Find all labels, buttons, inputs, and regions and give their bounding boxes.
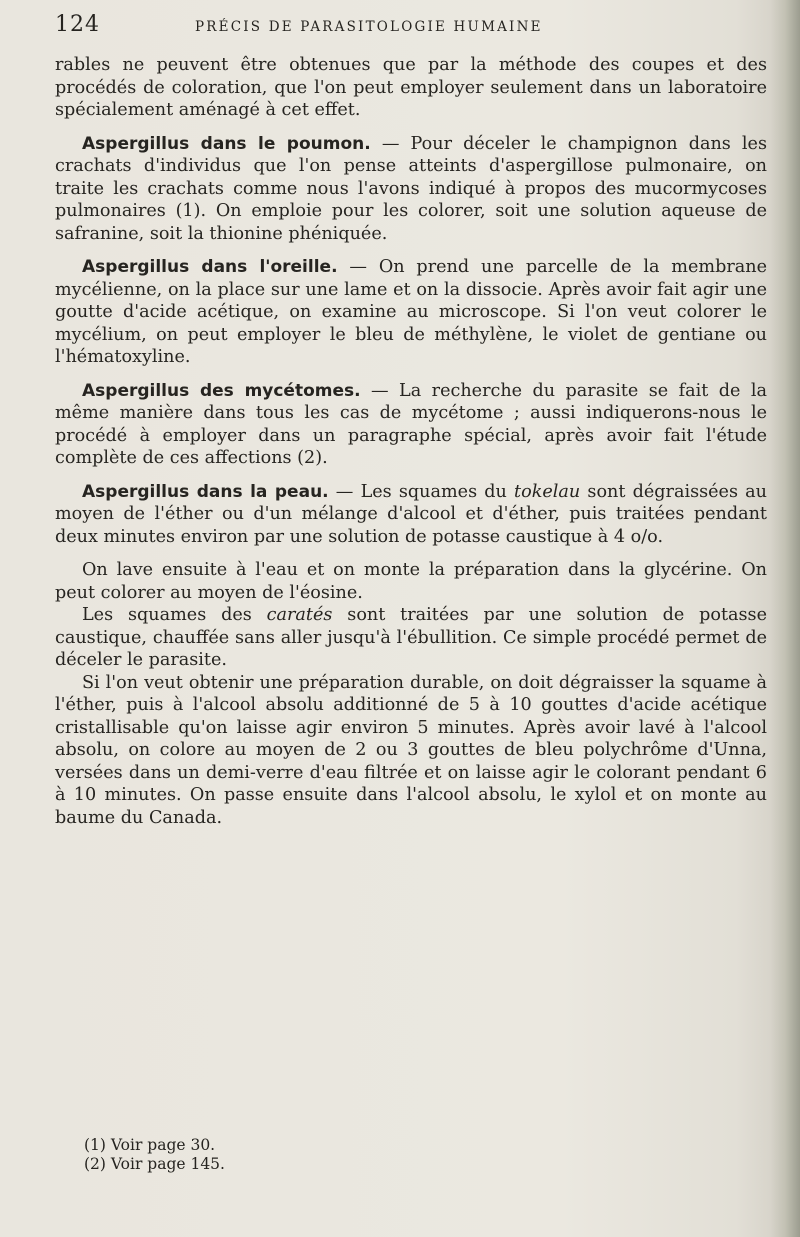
- paragraph-text: — Les squames du: [328, 481, 515, 502]
- page-edge-shadow: [770, 0, 800, 1237]
- paragraph-aspergillus-peau: [55, 481, 767, 549]
- section-heading: Aspergillus des mycétomes.: [82, 380, 361, 401]
- section-heading: Aspergillus dans la peau.: [82, 481, 329, 502]
- footnote-2: (2) Voir page 145.: [84, 1155, 225, 1173]
- paragraph-text: — La recherche du parasite se fait de la même manière dans tous les cas de mycétome ; aussi indiquerons-nous le procédé à employer dans un paragraphe spécial, après avoir fait l'étude complète de ces affections (2).: [55, 380, 767, 468]
- paragraph-lavage: On lave ensuite à l'eau et on monte la préparation dans la glycérine. On peut colorer au moyen de l'éosine.: [55, 560, 767, 603]
- section-heading: Aspergillus dans l'oreille.: [82, 257, 338, 277]
- running-head: PRÉCIS DE PARASITOLOGIE HUMAINE: [195, 19, 543, 35]
- page-header: [55, 12, 770, 46]
- paragraph-preparation-durable: Si l'on veut obtenir une préparation durable, on doit dégraisser la squame à l'éther, puis à l'alcool absolu additionné de 5 à 10 gouttes d'acide acétique cristallisable qu'on laisse agir environ 5 minutes. Après avoir lavé à l'alcool absolu, on colore au moyen de 2 ou 3 gouttes de bleu polychrôme d'Unna, versées dans un demi-verre d'eau filtrée et on laisse agir le colorant pendant 6 à 10 minutes. On passe ensuite dans l'alcool absolu, le xylol et on monte au baume du Canada.: [55, 672, 767, 828]
- paragraph-aspergillus-poumon: [55, 133, 767, 246]
- paragraph-continuation: rables ne peuvent être obtenues que par la méthode des coupes et des procédés de coloration, que l'on peut employer seulement dans un laboratoire spécialement aménagé à cet effet.: [55, 55, 767, 120]
- italic-term-carates: caratés: [266, 605, 333, 625]
- paragraph-text: sont traitées par une solution de potasse caustique, chauffée sans aller jusqu'à l'ébullition. Ce simple procédé permet de déceler le parasite.: [55, 605, 767, 670]
- body-text: [55, 54, 767, 829]
- paragraph-aspergillus-oreille: [55, 256, 767, 369]
- italic-term-tokelau: tokelau: [514, 481, 581, 502]
- paragraph-text: — On prend une parcelle de la membrane mycélienne, on la place sur une lame et on la dissocie. Après avoir fait agir une goutte d'acide acétique, on examine au microscope. Si l'on veut colorer le mycélium, on peut employer le bleu de méthylène, le violet de gentiane ou l'hématoxyline.: [55, 257, 767, 367]
- footnote-1: (1) Voir page 30.: [84, 1136, 216, 1154]
- paragraph-carates: [55, 604, 767, 672]
- footnotes: [84, 1136, 225, 1174]
- paragraph-text: — Pour déceler le champignon dans les crachats d'individus que l'on pense atteints d'aspergillose pulmonaire, on traite les crachats comme nous l'avons indiqué à propos des mucormycoses pulmonaires (1). On emploie pour les colorer, soit une solution aqueuse de safranine, soit la thionine phéniquée.: [55, 133, 767, 244]
- page-number: 124: [55, 12, 100, 37]
- paragraph-aspergillus-mycetomes: [55, 380, 767, 470]
- paragraph-text: sont dégraissées au moyen de l'éther ou d'un mélange d'alcool et d'éther, puis traitées pendant deux minutes environ par une solution de potasse caustique à 4 o/o.: [55, 481, 767, 547]
- section-heading: Aspergillus dans le poumon.: [82, 133, 371, 154]
- paragraph-text: Les squames des: [82, 605, 267, 625]
